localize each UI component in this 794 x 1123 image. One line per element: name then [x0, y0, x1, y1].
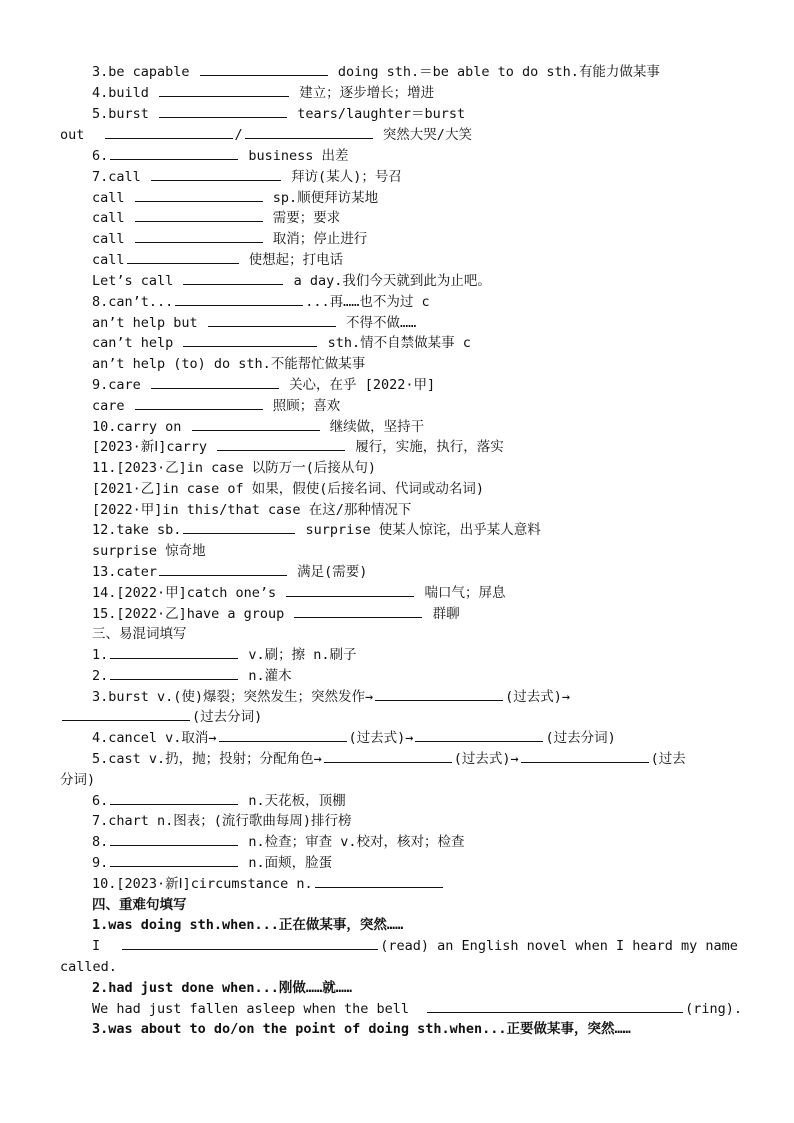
line-cater: 13.cater 满足(需要) — [92, 564, 368, 580]
line-carry: [2023·新Ⅰ]carry 履行，实施，执行，落实 — [92, 439, 504, 455]
blank[interactable] — [159, 563, 287, 576]
blank[interactable] — [219, 729, 347, 742]
line-m3: 3.burst v.(使)爆裂；突然发生；突然发作→ (过去式)→ — [92, 689, 571, 705]
blank[interactable] — [122, 937, 378, 950]
blank[interactable] — [159, 84, 289, 97]
blank[interactable] — [151, 376, 279, 389]
blank[interactable] — [135, 230, 263, 243]
line-m5-cont: 分词) — [60, 772, 96, 788]
line-burst-out: out / 突然大哭/大笑 — [60, 127, 472, 143]
blank[interactable] — [159, 105, 287, 118]
line-m3-cont: (过去分词) — [60, 708, 262, 726]
blank[interactable] — [324, 750, 452, 763]
blank[interactable] — [135, 209, 263, 222]
line-carry-on: 10.carry on 继续做，坚持干 — [92, 419, 425, 435]
line-s1: I (read) an English novel when I heard my name — [92, 938, 738, 954]
line-m8: 8. n.检查；审查 v.校对，核对；检查 — [92, 834, 465, 850]
line-m1: 1. v.刷；擦 n.刷子 — [92, 647, 357, 663]
blank[interactable] — [415, 729, 543, 742]
line-m7: 7.chart n.图表；(流行歌曲每周)排行榜 — [92, 813, 352, 829]
sentence-pattern-1: 1.was doing sth.when...正在做某事，突然…… — [92, 917, 404, 933]
blank[interactable] — [183, 521, 295, 534]
blank[interactable] — [62, 708, 190, 721]
blank[interactable] — [135, 189, 263, 202]
blank[interactable] — [110, 833, 238, 846]
section-heading-3: 三、易混词填写 — [92, 626, 187, 642]
blank[interactable] — [427, 1000, 683, 1013]
blank[interactable] — [294, 605, 422, 618]
blank[interactable] — [110, 854, 238, 867]
line-cant-help: can’t help sth.情不自禁做某事 c — [92, 335, 471, 351]
blank[interactable] — [200, 63, 328, 76]
line-group: 15.[2022·乙]have a group 群聊 — [92, 606, 460, 622]
line-burst: 5.burst tears/laughter＝burst — [92, 106, 466, 122]
blank[interactable] — [110, 646, 238, 659]
blank[interactable] — [127, 251, 239, 264]
line-s1-cont: called. — [60, 959, 117, 975]
line-in-case: 11.[2023·乙]in case 以防万一(后接从句) — [92, 460, 377, 476]
blank[interactable] — [110, 147, 238, 160]
blank[interactable] — [110, 667, 238, 680]
line-care: 9.care 关心，在乎 [2022·甲] — [92, 377, 436, 393]
line-m5: 5.cast v.扔，抛；投射；分配角色→ (过去式)→ (过去 — [92, 751, 686, 767]
line-call-3: call 需要；要求 — [92, 210, 341, 226]
sentence-pattern-2: 2.had just done when...刚做……就…… — [92, 980, 352, 996]
line-cant-help-to: an’t help (to) do sth.不能帮忙做某事 — [92, 356, 366, 372]
blank[interactable] — [245, 126, 373, 139]
line-cant: 8.can’t... ...再……也不为过 c — [92, 294, 430, 310]
blank[interactable] — [151, 168, 281, 181]
section-heading-4: 四、重难句填写 — [92, 897, 187, 913]
blank[interactable] — [315, 875, 443, 888]
line-call-2: call sp.顺便拜访某地 — [92, 190, 379, 206]
line-care-2: care 照顾；喜欢 — [92, 398, 341, 414]
blank[interactable] — [375, 688, 503, 701]
line-m2: 2. n.灌木 — [92, 668, 292, 684]
line-take-sb: 12.take sb. surprise 使某人惊诧，出乎某人意料 — [92, 522, 541, 538]
sentence-pattern-3: 3.was about to do/on the point of doing sth.when...正要做某事，突然…… — [92, 1021, 631, 1037]
line-m9: 9. n.面颊，脸蛋 — [92, 855, 333, 871]
line-build: 4.build 建立；逐步增长；增进 — [92, 85, 435, 101]
blank[interactable] — [192, 418, 320, 431]
line-in-this-case: [2022·甲]in this/that case 在这/那种情况下 — [92, 502, 412, 518]
line-in-case-of: [2021·乙]in case of 如果，假使(后接名词、代词或动名词) — [92, 481, 485, 497]
blank[interactable] — [217, 438, 345, 451]
blank[interactable] — [208, 314, 336, 327]
blank[interactable] — [183, 334, 317, 347]
blank[interactable] — [183, 272, 283, 285]
line-be-capable: 3.be capable doing sth.＝be able to do sth.有能力做某事 — [92, 64, 660, 80]
blank[interactable] — [105, 126, 233, 139]
line-call-4: call 取消；停止进行 — [92, 231, 368, 247]
blank[interactable] — [110, 792, 238, 805]
line-call-5: call 使想起；打电话 — [92, 252, 344, 268]
line-m10: 10.[2023·新Ⅰ]circumstance n. — [92, 875, 445, 893]
blank[interactable] — [175, 293, 303, 306]
line-m4: 4.cancel v.取消→ (过去式)→ (过去分词) — [92, 730, 616, 746]
blank[interactable] — [286, 584, 414, 597]
line-lets-call: Let’s call a day.我们今天就到此为止吧。 — [92, 273, 491, 289]
line-business: 6. business 出差 — [92, 148, 349, 164]
line-surprise: surprise 惊奇地 — [92, 543, 206, 559]
blank[interactable] — [135, 397, 263, 410]
line-m6: 6. n.天花板，顶棚 — [92, 793, 346, 809]
line-s2: We had just fallen asleep when the bell (ring). — [92, 1001, 743, 1017]
line-catch: 14.[2022·甲]catch one’s 喘口气；屏息 — [92, 585, 506, 601]
line-call-1: 7.call 拜访(某人)；号召 — [92, 169, 402, 185]
line-cant-help-but: an’t help but 不得不做…… — [92, 315, 417, 331]
blank[interactable] — [521, 750, 649, 763]
